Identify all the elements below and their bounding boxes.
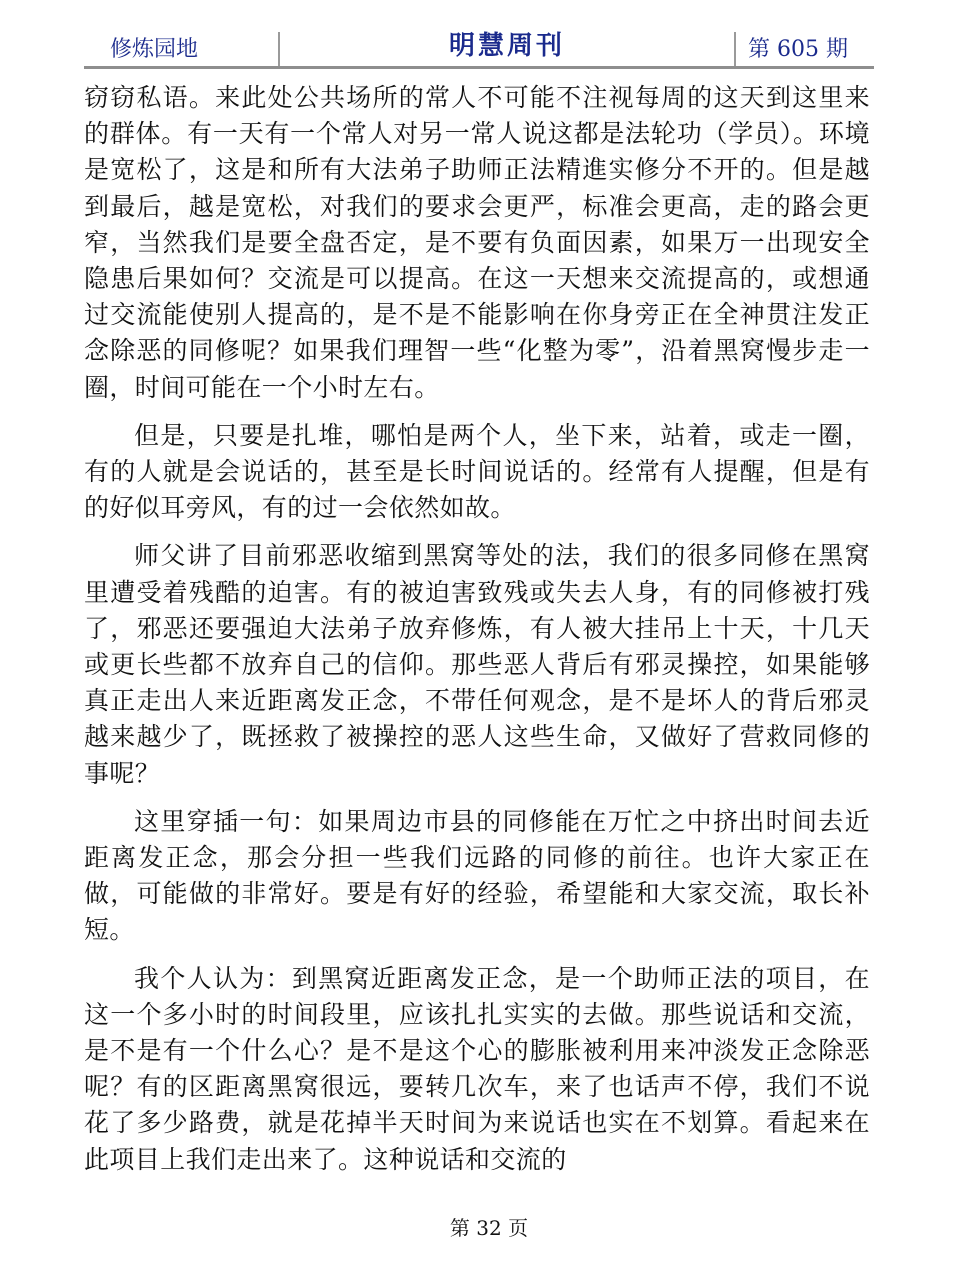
paragraph: 我个人认为：到黑窝近距离发正念，是一个助师正法的项目，在这一个多小时的时间段里，应该扎扎实实的去做。那些说话和交流，是不是有一个什么心？是不是这个心的膨胀被利用来冲淡发正念除恶呢？有的区距离黑窝很远，要转几次车，来了也话声不停，我们不说花了多少路费，就是花掉半天时间为来说话也实在不划算。看起来在此项目上我们走出来了。这种说话和交流的 <box>84 963 870 1174</box>
page-number: 第 32 页 <box>449 1216 529 1240</box>
article-body <box>84 80 870 1190</box>
issue-number: 第 605 期 <box>734 32 874 68</box>
paragraph: 这里穿插一句：如果周边市县的同修能在万忙之中挤出时间去近距离发正念，那会分担一些我们远路的同修的前往。也许大家正在做，可能做的非常好。要是有好的经验，希望能和大家交流，取长补短。 <box>84 806 870 945</box>
paragraph: 但是，只要是扎堆，哪怕是两个人，坐下来，站着，或走一圈，有的人就是会说话的，甚至是长时间说话的。经常有人提醒，但是有的好似耳旁风，有的过一会依然如故。 <box>84 420 870 523</box>
paragraph: 窃窃私语。来此处公共场所的常人不可能不注视每周的这天到这里来的群体。有一天有一个常人对另一常人说这都是法轮功（学员）。环境是宽松了，这是和所有大法弟子助师正法精進实修分不开的。但是越到最后，越是宽松，对我们的要求会更严，标准会更高，走的路会更窄，当然我们是要全盘否定，是不要有负面因素，如果万一出现安全隐患后果如何？交流是可以提高。在这一天想来交流提高的，或想通过交流能使别人提高的，是不是不能影响在你身旁正在全神贯注发正念除恶的同修呢？如果我们理智一些“化整为零”，沿着黑窝慢步走一圈，时间可能在一个小时左右。 <box>84 83 870 402</box>
header-rule <box>84 66 874 69</box>
paragraph: 师父讲了目前邪恶收缩到黑窝等处的法，我们的很多同修在黑窝里遭受着残酷的迫害。有的被迫害致残或失去人身，有的同修被打残了，邪恶还要强迫大法弟子放弃修炼，有人被大挂吊上十天，十几天或更长些都不放弃自己的信仰。那些恶人背后有邪灵操控，如果能够真正走出人来近距离发正念，不带任何观念，是不是坏人的背后邪灵越来越少了，既拯救了被操控的恶人这些生命，又做好了营救同修的事呢？ <box>84 541 870 788</box>
section-title: 修炼园地 <box>84 32 280 68</box>
page-header <box>84 22 874 68</box>
publication-title: 明慧周刊 <box>448 31 565 61</box>
